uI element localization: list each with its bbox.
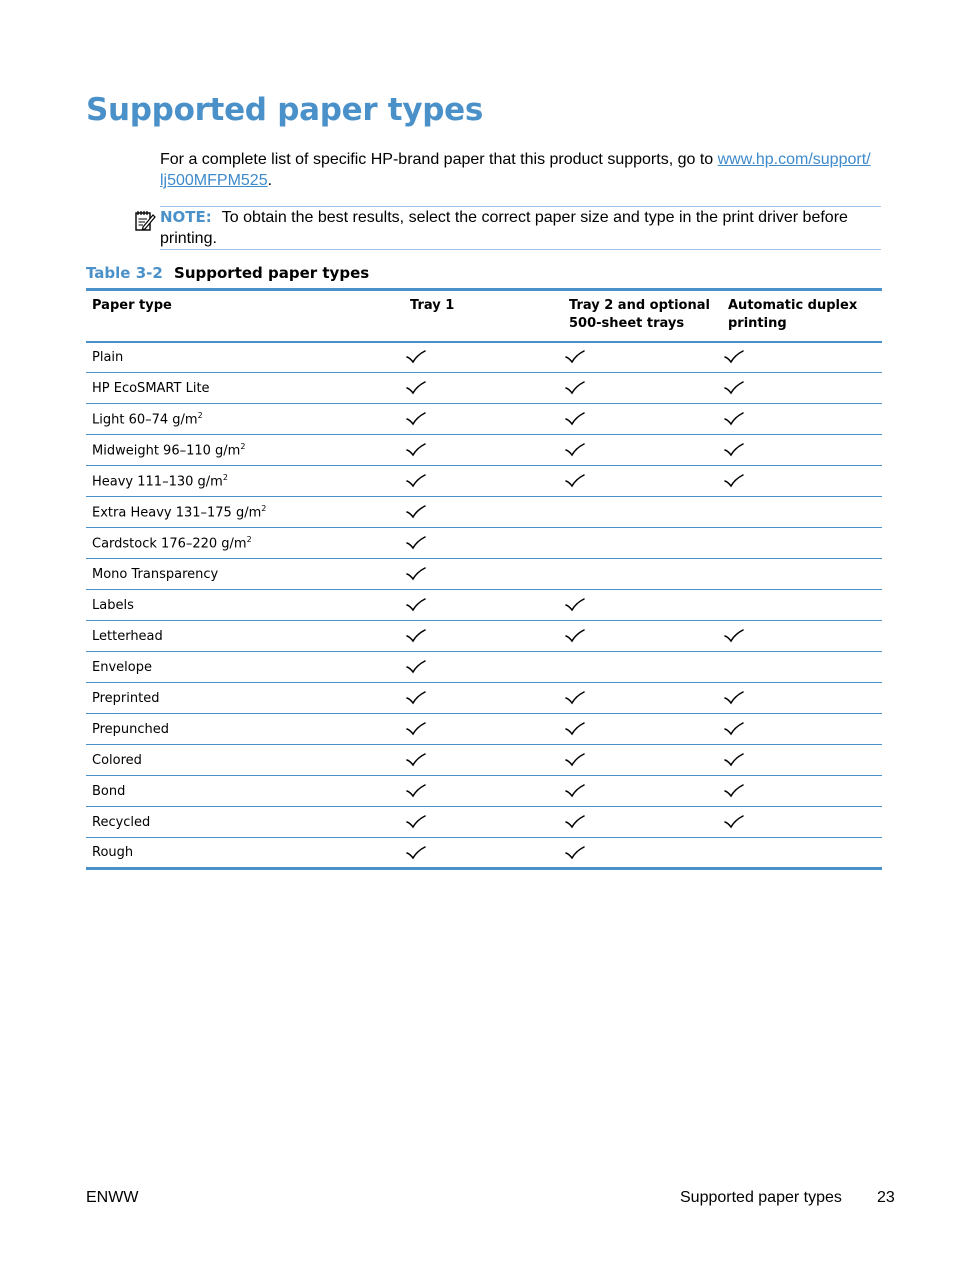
table-row	[86, 714, 882, 745]
checkmark-icon	[724, 784, 744, 798]
intro-paragraph	[160, 149, 880, 191]
duplex-cell	[722, 373, 882, 404]
tray1-cell	[404, 683, 563, 714]
tray2-cell	[563, 621, 722, 652]
checkmark-icon	[565, 815, 585, 829]
duplex-cell	[722, 466, 882, 497]
table-row	[86, 652, 882, 683]
paper-type-label: Bond	[92, 783, 126, 799]
table-row	[86, 807, 882, 838]
header-paper-type: Paper type	[92, 298, 172, 313]
paper-type-cell	[86, 404, 404, 435]
paper-type-cell	[86, 714, 404, 745]
tray2-cell	[563, 590, 722, 621]
table-row	[86, 621, 882, 652]
checkmark-icon	[724, 629, 744, 643]
tray1-cell	[404, 435, 563, 466]
intro-end: .	[267, 172, 273, 189]
unit-superscript: 2	[222, 472, 228, 482]
duplex-cell	[722, 528, 882, 559]
checkmark-icon	[724, 753, 744, 767]
checkmark-icon	[724, 722, 744, 736]
support-link-part2: lj500MFPM525	[160, 172, 268, 189]
checkmark-icon	[406, 660, 426, 674]
paper-type-label: Labels	[92, 597, 134, 613]
tray2-cell	[563, 435, 722, 466]
duplex-cell	[722, 683, 882, 714]
paper-type-cell	[86, 559, 404, 590]
duplex-cell	[722, 342, 882, 373]
tray2-cell	[563, 466, 722, 497]
checkmark-icon	[406, 691, 426, 705]
tray2-cell	[563, 807, 722, 838]
duplex-cell	[722, 435, 882, 466]
paper-type-cell	[86, 466, 404, 497]
table-caption-title: Supported paper types	[174, 264, 370, 282]
paper-type-cell	[86, 497, 404, 528]
paper-type-cell	[86, 807, 404, 838]
checkmark-icon	[406, 443, 426, 457]
tray1-cell	[404, 590, 563, 621]
checkmark-icon	[565, 381, 585, 395]
checkmark-icon	[724, 474, 744, 488]
tray2-cell	[563, 528, 722, 559]
paper-type-label: Cardstock 176–220 g/m	[92, 536, 247, 552]
table-row	[86, 404, 882, 435]
header-duplex: Automatic duplex printing	[728, 298, 858, 331]
paper-type-cell	[86, 621, 404, 652]
checkmark-icon	[406, 784, 426, 798]
checkmark-icon	[406, 815, 426, 829]
checkmark-icon	[565, 412, 585, 426]
tray1-cell	[404, 807, 563, 838]
table-caption-number: Table 3-2	[86, 264, 163, 282]
checkmark-icon	[406, 381, 426, 395]
tray1-cell	[404, 559, 563, 590]
table-row	[86, 838, 882, 869]
tray2-cell	[563, 404, 722, 435]
duplex-cell	[722, 807, 882, 838]
unit-superscript: 2	[240, 441, 246, 451]
duplex-cell	[722, 652, 882, 683]
checkmark-icon	[406, 722, 426, 736]
tray2-cell	[563, 745, 722, 776]
note-box	[160, 206, 881, 250]
checkmark-icon	[406, 474, 426, 488]
table-row	[86, 683, 882, 714]
page-title: Supported paper types	[86, 92, 483, 128]
tray1-cell	[404, 745, 563, 776]
table-row	[86, 497, 882, 528]
unit-superscript: 2	[261, 503, 267, 513]
paper-type-cell	[86, 745, 404, 776]
duplex-cell	[722, 776, 882, 807]
duplex-cell	[722, 497, 882, 528]
table-row	[86, 776, 882, 807]
paper-type-label: Extra Heavy 131–175 g/m	[92, 505, 262, 521]
tray2-cell	[563, 342, 722, 373]
paper-type-cell	[86, 528, 404, 559]
table-row	[86, 342, 882, 373]
checkmark-icon	[565, 443, 585, 457]
table-row	[86, 528, 882, 559]
duplex-cell	[722, 404, 882, 435]
checkmark-icon	[406, 567, 426, 581]
duplex-cell	[722, 714, 882, 745]
tray2-cell	[563, 497, 722, 528]
header-tray2: Tray 2 and optional 500-sheet trays	[569, 298, 710, 331]
paper-type-label: Mono Transparency	[92, 566, 219, 582]
tray2-cell	[563, 776, 722, 807]
paper-types-table-container	[86, 288, 882, 870]
checkmark-icon	[406, 753, 426, 767]
paper-type-cell	[86, 838, 404, 869]
paper-type-cell	[86, 652, 404, 683]
checkmark-icon	[406, 598, 426, 612]
checkmark-icon	[565, 598, 585, 612]
paper-type-label: Prepunched	[92, 721, 170, 737]
checkmark-icon	[565, 722, 585, 736]
paper-type-cell	[86, 342, 404, 373]
table-row	[86, 745, 882, 776]
duplex-cell	[722, 745, 882, 776]
paper-type-cell	[86, 776, 404, 807]
checkmark-icon	[724, 412, 744, 426]
tray2-cell	[563, 683, 722, 714]
checkmark-icon	[406, 536, 426, 550]
tray1-cell	[404, 838, 563, 869]
paper-type-cell	[86, 683, 404, 714]
checkmark-icon	[724, 815, 744, 829]
intro-text: For a complete list of specific HP-brand paper that this product supports, go to	[160, 151, 714, 168]
tray1-cell	[404, 776, 563, 807]
table-row	[86, 590, 882, 621]
note-text	[160, 207, 860, 249]
tray1-cell	[404, 714, 563, 745]
paper-type-label: Light 60–74 g/m	[92, 412, 198, 428]
checkmark-icon	[565, 753, 585, 767]
paper-type-cell	[86, 590, 404, 621]
paper-type-label: Midweight 96–110 g/m	[92, 443, 241, 459]
paper-type-cell	[86, 373, 404, 404]
paper-type-label: Rough	[92, 845, 134, 860]
tray1-cell	[404, 652, 563, 683]
checkmark-icon	[565, 474, 585, 488]
checkmark-icon	[565, 629, 585, 643]
unit-superscript: 2	[246, 534, 252, 544]
paper-type-label: Letterhead	[92, 628, 163, 644]
paper-type-label: Recycled	[92, 814, 151, 830]
table-caption	[86, 264, 369, 282]
footer-enww: ENWW	[86, 1189, 139, 1206]
checkmark-icon	[406, 505, 426, 519]
checkmark-icon	[724, 443, 744, 457]
note-body: To obtain the best results, select the correct paper size and type in the print driver before printing.	[160, 209, 848, 247]
footer-page-number: 23	[877, 1189, 895, 1206]
checkmark-icon	[406, 412, 426, 426]
duplex-cell	[722, 621, 882, 652]
tray2-cell	[563, 838, 722, 869]
tray1-cell	[404, 466, 563, 497]
table-row	[86, 559, 882, 590]
checkmark-icon	[406, 846, 426, 860]
tray1-cell	[404, 497, 563, 528]
checkmark-icon	[724, 691, 744, 705]
checkmark-icon	[565, 691, 585, 705]
tray1-cell	[404, 373, 563, 404]
table-header-row	[86, 290, 882, 342]
table-row	[86, 466, 882, 497]
tray1-cell	[404, 342, 563, 373]
duplex-cell	[722, 838, 882, 869]
table-body	[86, 342, 882, 869]
table-row	[86, 373, 882, 404]
paper-types-table	[86, 288, 882, 870]
tray1-cell	[404, 404, 563, 435]
tray2-cell	[563, 559, 722, 590]
tray1-cell	[404, 621, 563, 652]
checkmark-icon	[565, 784, 585, 798]
duplex-cell	[722, 559, 882, 590]
checkmark-icon	[565, 846, 585, 860]
support-link-part1: www.hp.com/support/	[717, 151, 871, 168]
note-icon	[134, 209, 156, 233]
footer-section-title: Supported paper types	[680, 1189, 842, 1206]
tray2-cell	[563, 652, 722, 683]
paper-type-label: Envelope	[92, 659, 152, 675]
checkmark-icon	[406, 629, 426, 643]
paper-type-label: Colored	[92, 752, 142, 768]
checkmark-icon	[724, 350, 744, 364]
paper-type-label: Plain	[92, 349, 124, 365]
duplex-cell	[722, 590, 882, 621]
header-tray1: Tray 1	[410, 298, 455, 313]
paper-type-cell	[86, 435, 404, 466]
tray2-cell	[563, 373, 722, 404]
paper-type-label: HP EcoSMART Lite	[92, 380, 210, 396]
checkmark-icon	[724, 381, 744, 395]
checkmark-icon	[406, 350, 426, 364]
unit-superscript: 2	[197, 410, 203, 420]
paper-type-label: Heavy 111–130 g/m	[92, 474, 223, 490]
tray1-cell	[404, 528, 563, 559]
tray2-cell	[563, 714, 722, 745]
note-label: NOTE:	[160, 208, 212, 226]
checkmark-icon	[565, 350, 585, 364]
paper-type-label: Preprinted	[92, 690, 160, 706]
table-row	[86, 435, 882, 466]
